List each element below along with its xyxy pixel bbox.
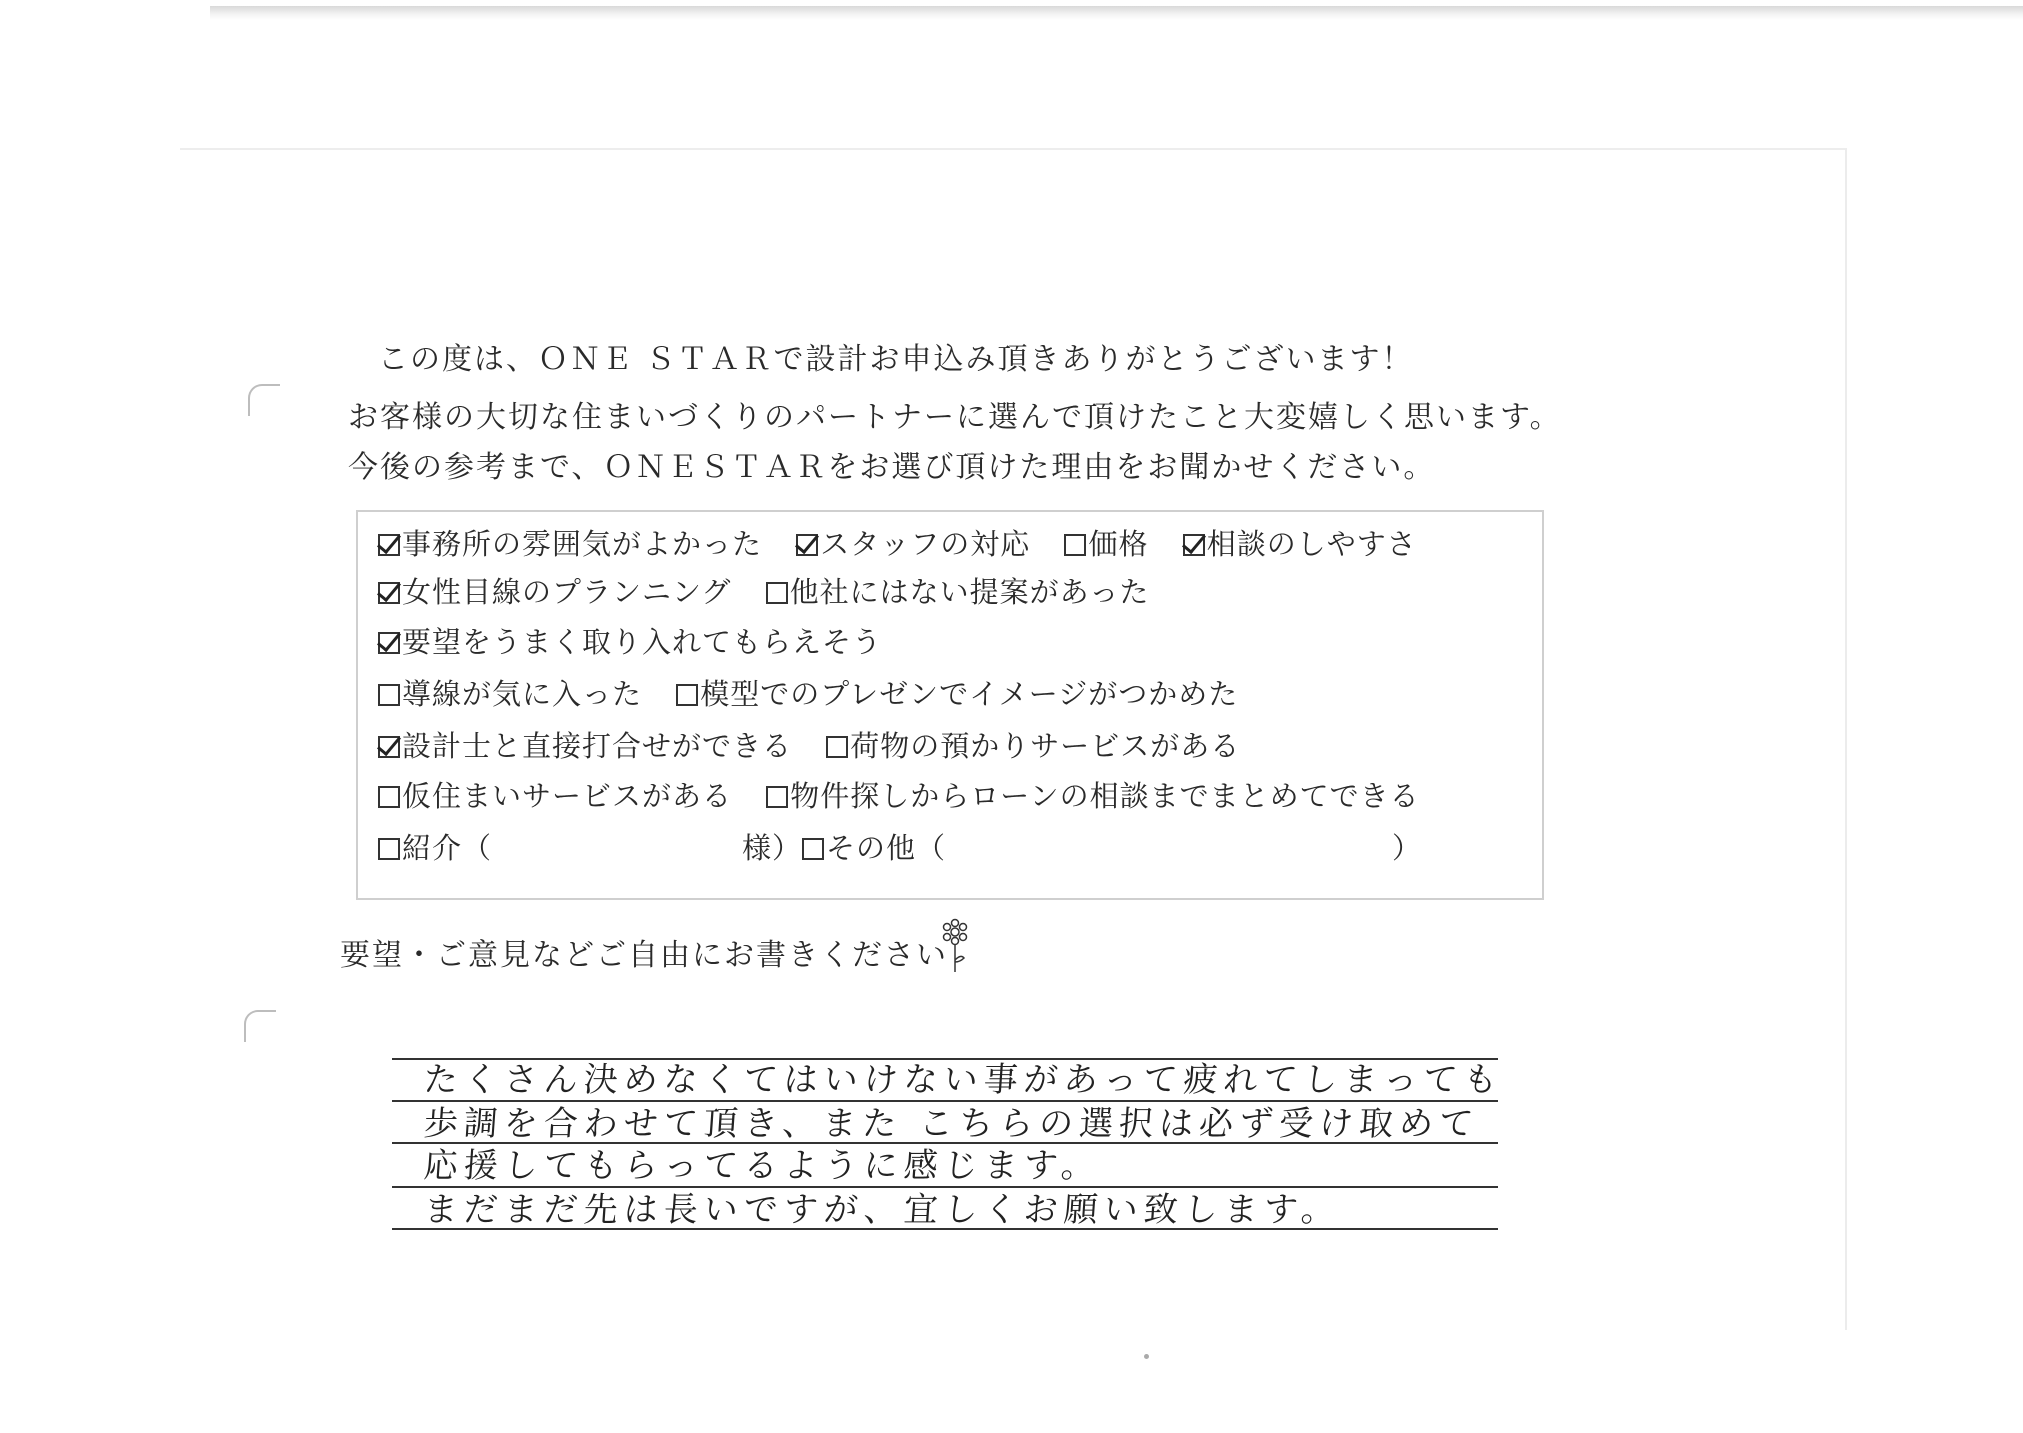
option-label: 荷物の預かりサービスがある	[850, 729, 1241, 763]
option-label: 物件探しからローンの相談までまとめてできる	[790, 779, 1420, 813]
punch-hole-mark	[248, 384, 280, 416]
option-model-presentation[interactable]	[676, 672, 1238, 713]
other-label: その他（	[826, 831, 947, 865]
checkbox[interactable]	[378, 838, 400, 860]
option-direct-meeting[interactable]	[378, 724, 792, 765]
checkbox[interactable]	[378, 786, 400, 808]
handwritten-comment-line-3: 応援してもらってるように感じます。	[422, 1146, 1103, 1186]
handwritten-comment-line-4: まだまだ先は長いですが、宜しくお願い致します。	[422, 1190, 1343, 1230]
option-label: 導線が気に入った	[402, 677, 643, 711]
scan-shadow	[210, 6, 2023, 20]
handwritten-comment-line-2: 歩調を合わせて頂き、また こちらの選択は必ず受け取めて	[422, 1104, 1481, 1144]
option-unique-proposal[interactable]	[766, 570, 1150, 611]
checkbox[interactable]	[802, 838, 824, 860]
checkbox-checked[interactable]	[378, 534, 400, 556]
referral-suffix: 様）	[742, 831, 803, 865]
option-label: 女性目線のプランニング	[402, 575, 732, 609]
option-label: 他社にはない提案があった	[789, 575, 1150, 609]
checkbox[interactable]	[766, 582, 788, 604]
intro-line-1: この度は、ＯＮＥ ＳＴＡＲで設計お申込み頂きありがとうございます！	[378, 342, 1414, 377]
options-row-6	[378, 774, 1444, 815]
option-label: 仮住まいサービスがある	[402, 779, 733, 813]
option-requests-reflected[interactable]	[378, 620, 882, 661]
checkbox-checked[interactable]	[796, 534, 818, 556]
other-close-paren: ）	[1392, 831, 1423, 865]
checkbox[interactable]	[826, 736, 848, 758]
checkbox[interactable]	[1064, 534, 1086, 556]
scan-speck	[1144, 1354, 1149, 1359]
options-row-2	[378, 570, 1173, 611]
option-staff-response[interactable]	[796, 522, 1030, 563]
option-label: 要望をうまく取り入れてもらえそう	[402, 625, 883, 659]
flower-icon	[938, 918, 972, 974]
intro-line-3: 今後の参考まで、ＯＮＥＳＴＡＲをお選び頂けた理由をお聞かせください。	[348, 450, 1436, 485]
intro-line-2: お客様の大切な住まいづくりのパートナーに選んで頂けたこと大変嬉しく思います。	[348, 400, 1562, 435]
option-office-atmosphere[interactable]	[378, 522, 762, 563]
checkbox[interactable]	[676, 684, 698, 706]
option-price[interactable]	[1064, 522, 1148, 563]
checkbox[interactable]	[766, 786, 788, 808]
option-label: 相談のしやすさ	[1206, 527, 1417, 561]
option-property-loan[interactable]	[766, 774, 1419, 815]
checkbox-checked[interactable]	[378, 582, 400, 604]
options-row-7	[378, 826, 1422, 867]
options-row-4	[378, 672, 1262, 713]
option-label: 設計士と直接打合せができる	[402, 729, 793, 763]
option-referral[interactable]	[378, 831, 492, 865]
checkbox[interactable]	[378, 684, 400, 706]
checkbox-checked[interactable]	[1183, 534, 1205, 556]
option-storage-service[interactable]	[826, 724, 1240, 765]
handwritten-comment-line-1: たくさん決めなくてはいけない事があって疲れてしまっても	[422, 1060, 1505, 1100]
checkbox-checked[interactable]	[378, 736, 400, 758]
option-circulation[interactable]	[378, 672, 642, 713]
option-temporary-housing[interactable]	[378, 774, 732, 815]
option-label: スタッフの対応	[820, 527, 1031, 561]
options-row-1	[378, 522, 1441, 563]
punch-hole-mark	[244, 1010, 276, 1042]
options-row-3	[378, 620, 906, 661]
referral-label: 紹介（	[402, 831, 493, 865]
option-other[interactable]	[802, 831, 946, 865]
option-female-perspective[interactable]	[378, 570, 731, 611]
checkbox-checked[interactable]	[378, 632, 400, 654]
options-row-5	[378, 724, 1264, 765]
comment-prompt: 要望・ご意見などご自由にお書きください	[340, 938, 948, 973]
option-label: 模型でのプレゼンでイメージがつかめた	[700, 677, 1239, 711]
option-easy-consult[interactable]	[1183, 522, 1417, 563]
option-label: 事務所の雰囲気がよかった	[402, 527, 763, 561]
option-label: 価格	[1088, 527, 1149, 561]
